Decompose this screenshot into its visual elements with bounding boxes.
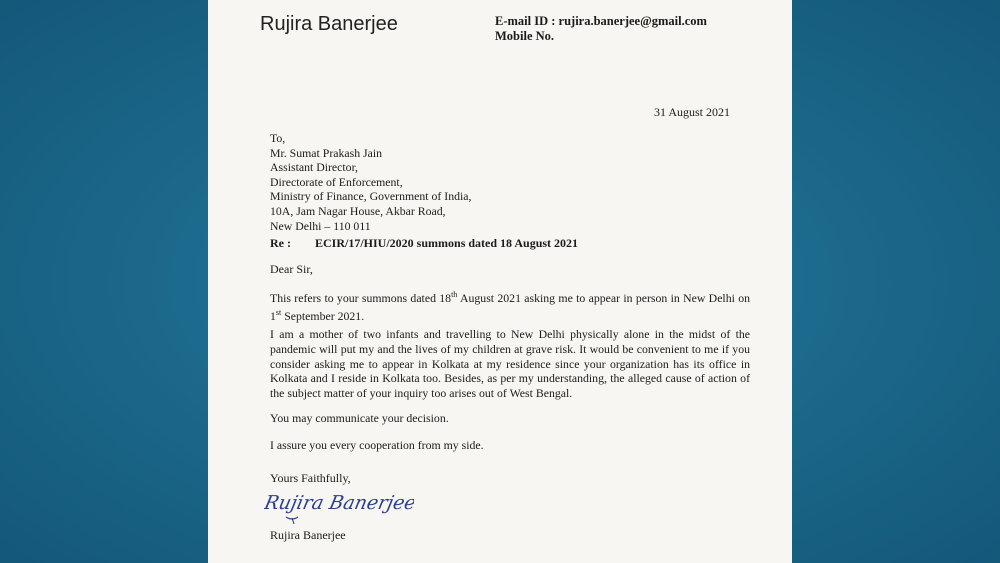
subject-label: Re : [270,236,291,250]
address-line: To, [270,131,286,145]
typed-name: Rujira Banerjee [270,528,346,542]
closing: Yours Faithfully, [270,471,351,485]
contact-block [495,14,707,44]
paragraph-cooperation: I assure you every cooperation from my side. [270,438,484,452]
recipient-address [270,131,472,233]
para1-superscript: st [275,307,282,317]
email-line: E-mail ID : rujira.banerjee@gmail.com [495,14,707,28]
address-line: Ministry of Finance, Government of India, [270,189,472,204]
mobile-line: Mobile No. [495,29,555,43]
letter-page [208,0,792,563]
para1-superscript: th [451,290,458,299]
paragraph-decision: You may communicate your decision. [270,411,449,425]
para1-part: This refers to your summons dated 18 [270,290,452,305]
subject-line [270,236,578,251]
handwritten-signature [264,487,414,527]
address-line: Mr. Sumat Prakash Jain [270,145,383,160]
address-line: New Delhi – 110 011 [270,218,371,233]
paragraph-summons-reference [270,288,750,323]
subject-text: ECIR/17/HIU/2020 summons dated 18 August 2021 [315,236,579,250]
salutation: Dear Sir, [270,262,313,276]
signature-icon [264,487,414,527]
para1-part: August 2021 asking me to appear in person in New Delhi on 1 [270,290,750,323]
sender-name: Rujira Banerjee [260,13,398,35]
para1-part: September 2021. [281,308,365,323]
paragraph-request: I am a mother of two infants and travelling to New Delhi physically alone in the midst of the pandemic will put my and the lives of my children at grave risk. It would be convenient to me if you consider asking me to appear in Kolkata at my residence since your organization has its office in Kolkata and I reside in Kolkata too. Besides, as per my understanding, the alleged cause of action of the subject matter of your inquiry too arises out of West Bengal. [270,327,750,401]
svg-text:Rujira Banerjee: Rujira Banerjee [264,491,414,514]
letter-date: 31 August 2021 [654,105,731,119]
address-line: 10A, Jam Nagar House, Akbar Road, [270,203,446,218]
address-line: Assistant Director, [270,160,358,175]
address-line: Directorate of Enforcement, [270,174,403,189]
